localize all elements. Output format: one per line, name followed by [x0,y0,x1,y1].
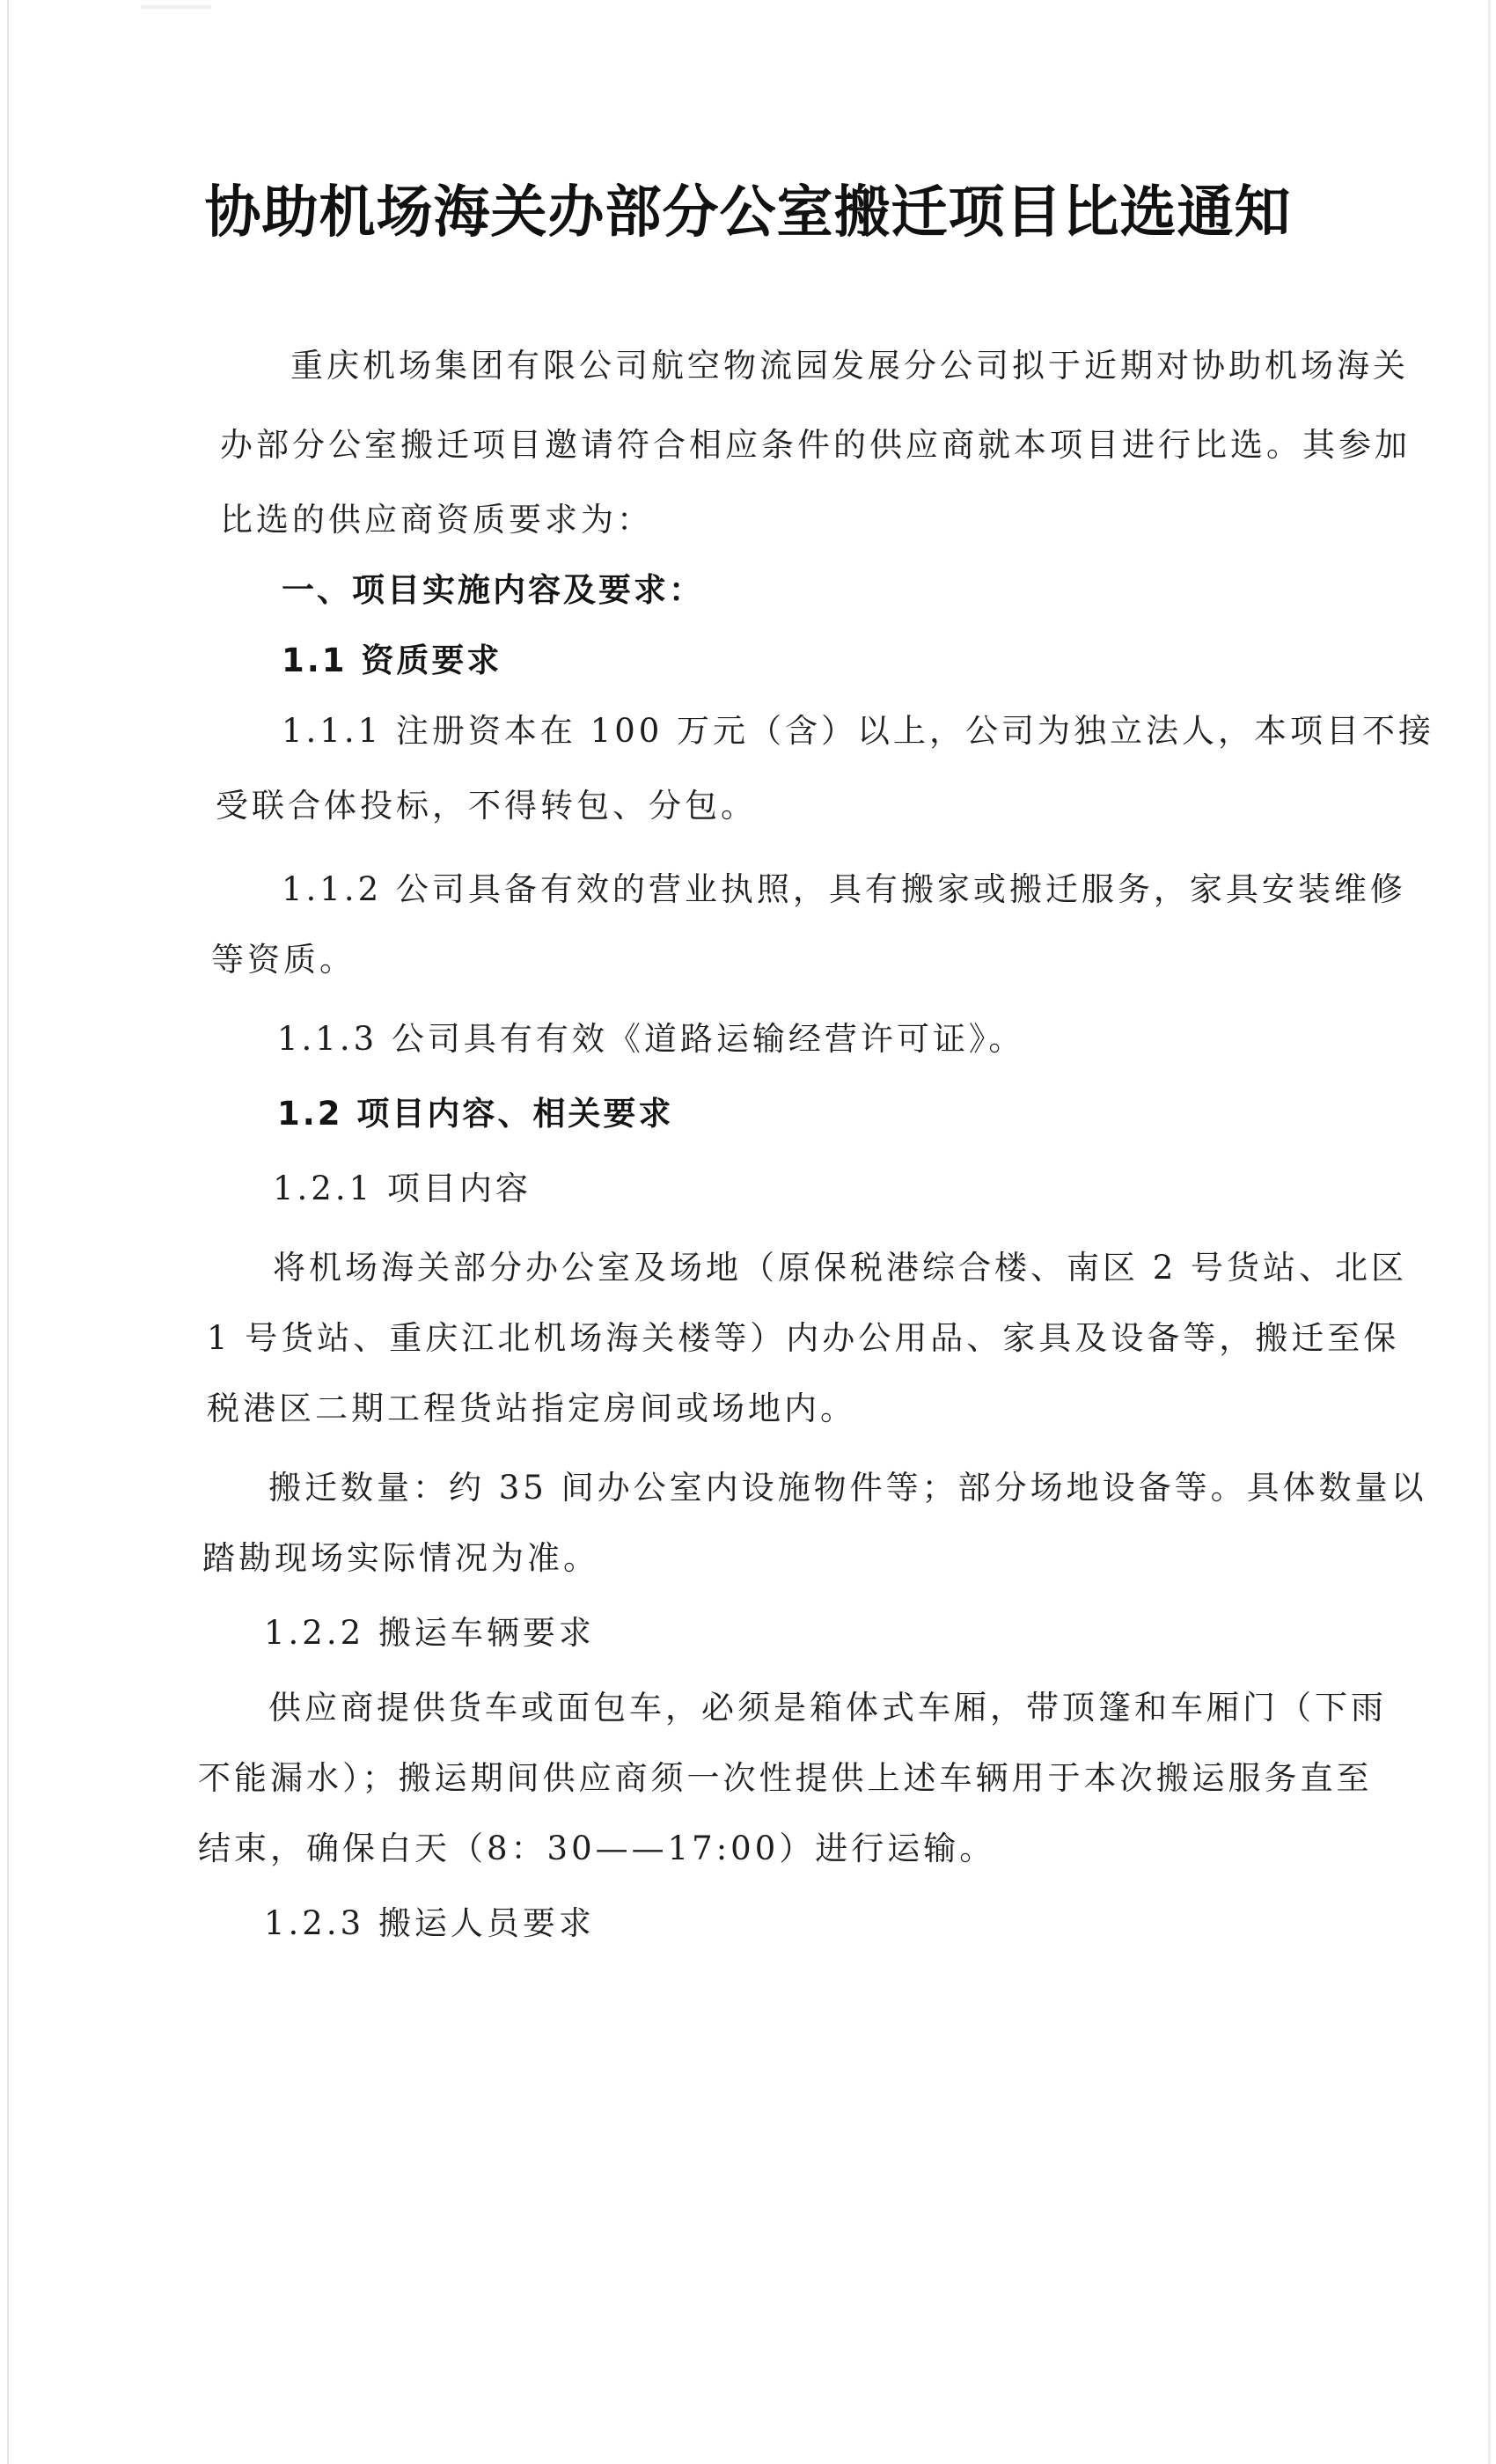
content-line-3: 税港区二期工程货站指定房间或场地内。 [207,1390,856,1427]
item-1-2-3-heading: 1.2.3 搬运人员要求 [264,1904,595,1942]
item-1-1-1-line-1: 1.1.1 注册资本在 100 万元（含）以上，公司为独立法人，本项目不接 [282,712,1435,750]
intro-line-1: 重庆机场集团有限公司航空物流园发展分公司拟于近期对协助机场海关 [290,347,1409,385]
scan-edge-right [1488,0,1491,2464]
subsection-heading-1-1: 1.1 资质要求 [282,642,502,679]
scan-edge-left [7,0,9,2464]
item-1-1-2-line-2: 等资质。 [211,941,356,979]
quantity-line-2: 踏勘现场实际情况为准。 [202,1539,599,1577]
section-heading-1: 一、项目实施内容及要求： [282,571,704,609]
item-1-2-1-heading: 1.2.1 项目内容 [273,1170,532,1207]
vehicle-line-2: 不能漏水）；搬运期间供应商须一次性提供上述车辆用于本次搬运服务直至 [198,1759,1373,1797]
content-line-1: 将机场海关部分办公室及场地（原保税港综合楼、南区 2 号货站、北区 [273,1249,1408,1287]
intro-line-3: 比选的供应商资质要求为： [220,501,653,539]
vehicle-line-1: 供应商提供货车或面包车，必须是箱体式车厢，带顶篷和车厢门（下雨 [268,1689,1387,1727]
content-line-2: 1 号货站、重庆江北机场海关楼等）内办公用品、家具及设备等，搬迁至保 [207,1319,1400,1357]
item-1-1-2-line-1: 1.1.2 公司具备有效的营业执照，具有搬家或搬迁服务，家具安装维修 [282,870,1406,908]
item-1-1-3: 1.1.3 公司具有有效《道路运输经营许可证》。 [277,1020,1025,1058]
vehicle-line-3: 结束，确保白天（8：30——17:00）进行运输。 [198,1830,996,1867]
scan-mark [141,5,211,9]
intro-line-2: 办部分公室搬迁项目邀请符合相应条件的供应商就本项目进行比选。其参加 [220,426,1411,464]
item-1-1-1-line-2: 受联合体投标，不得转包、分包。 [216,787,757,825]
item-1-2-2-heading: 1.2.2 搬运车辆要求 [264,1614,595,1652]
quantity-line-1: 搬迁数量：约 35 间办公室内设施物件等；部分场地设备等。具体数量以 [268,1469,1427,1507]
subsection-heading-1-2: 1.2 项目内容、相关要求 [277,1095,674,1133]
document-title: 协助机场海关办部分公室搬迁项目比选通知 [204,180,1292,246]
